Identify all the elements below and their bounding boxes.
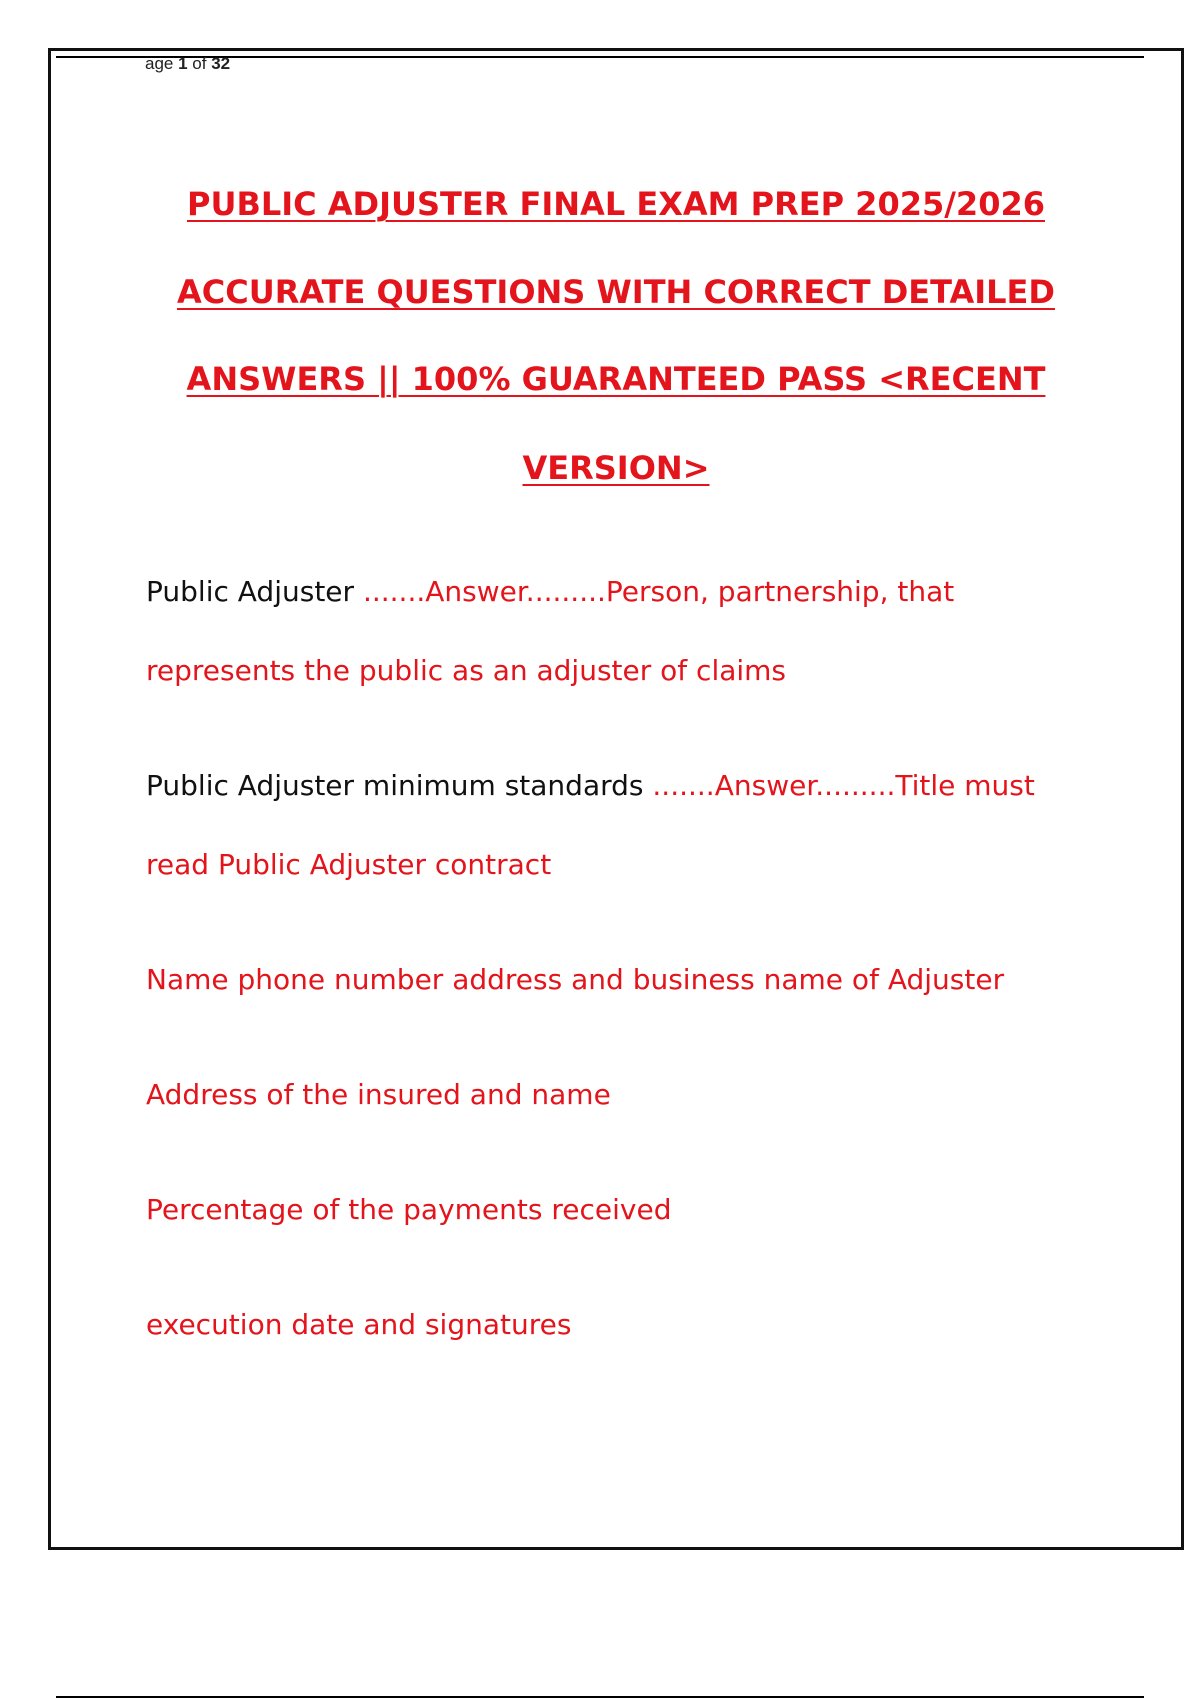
qa-item-2-line-2: read Public Adjuster contract bbox=[146, 848, 552, 881]
qa-term: Public Adjuster bbox=[146, 575, 363, 608]
footer-rule bbox=[56, 1696, 1144, 1698]
document-title-line-4: VERSION> bbox=[522, 449, 710, 487]
document-title-line-1: PUBLIC ADJUSTER FINAL EXAM PREP 2025/2026 bbox=[187, 185, 1045, 223]
qa-item-2-answer-line: execution date and signatures bbox=[146, 1308, 572, 1341]
qa-item-1-line-2: represents the public as an adjuster of claims bbox=[146, 654, 787, 687]
qa-item-2-answer-line: Name phone number address and business name of Adjuster bbox=[146, 963, 1005, 996]
document-title-line-3: ANSWERS || 100% GUARANTEED PASS <RECENT bbox=[186, 360, 1046, 398]
document-title-line-2: ACCURATE QUESTIONS WITH CORRECT DETAILED bbox=[177, 273, 1055, 311]
qa-item-2-line-1 bbox=[146, 769, 1035, 803]
page-counter bbox=[145, 54, 230, 74]
page-current: 1 bbox=[178, 54, 188, 73]
qa-item-2-answer-line: Percentage of the payments received bbox=[146, 1193, 672, 1226]
page-total: 32 bbox=[211, 54, 231, 73]
qa-term: Public Adjuster minimum standards bbox=[146, 769, 653, 802]
qa-item-2-answer-line: Address of the insured and name bbox=[146, 1078, 611, 1111]
page-prefix: age bbox=[145, 54, 179, 73]
qa-answer: .......Answer.........Person, partnership, that bbox=[362, 575, 955, 608]
page-of: of bbox=[187, 54, 212, 73]
qa-answer: .......Answer.........Title must bbox=[652, 769, 1035, 802]
qa-item-1-line-1 bbox=[146, 575, 954, 609]
